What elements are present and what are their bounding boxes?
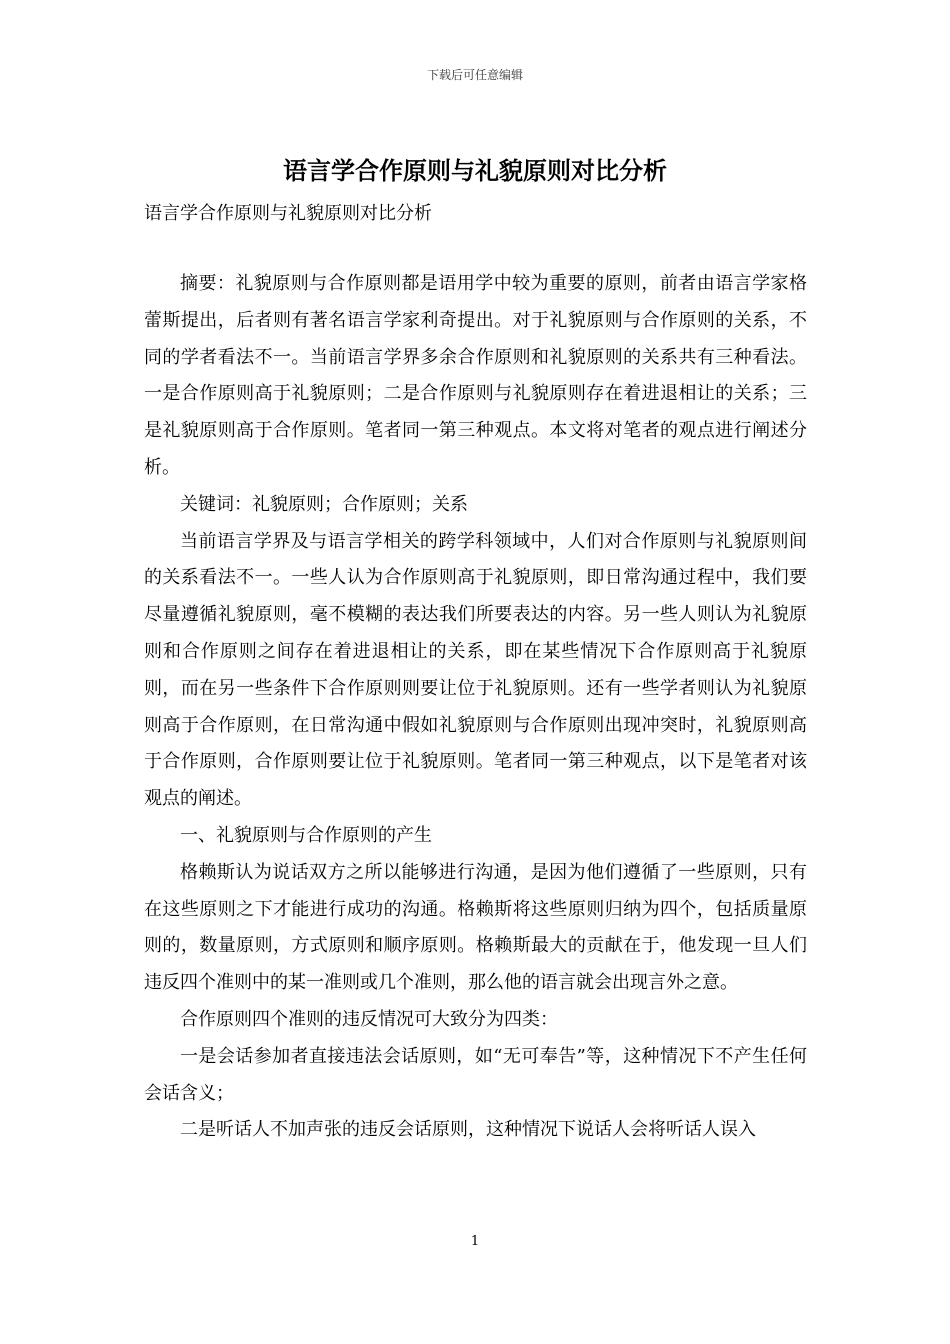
body-paragraph: 二是听话人不加声张的违反会话原则，这种情况下说话人会将听话人误入 <box>180 1119 756 1141</box>
body-paragraph: 合作原则四个准则的违反情况可大致分为四类： <box>180 1008 558 1030</box>
body-paragraph: 当前语言学界及与语言学相关的跨学科领域中，人们对合作原则与礼貌原则间的关系看法不一。一些人认为合作原则高于礼貌原则，即日常沟通过程中，我们要尽量遵循礼貌原则，毫不模糊的表达我们所要表达的内容。另一些人则认为礼貌原则和合作原则之间存在着进退相让的关系，即在某些情况下合作原则高于礼貌原则，而在另一些条件下合作原则则要让位于礼貌原则。还有一些学者则认为礼貌原则高于合作原则，在日常沟通中假如礼貌原则与合作原则出现冲突时，礼貌原则高于合作原则，合作原则要让位于礼貌原则。笔者同一第三种观点，以下是笔者对该观点的阐述。 <box>144 530 807 810</box>
page-number: 1 <box>470 1234 480 1249</box>
body-paragraph: 格赖斯认为说话双方之所以能够进行沟通，是因为他们遵循了一些原则，只有在这些原则之下才能进行成功的沟通。格赖斯将这些原则归纳为四个，包括质量原则的，数量原则，方式原则和顺序原则。格赖斯最大的贡献在于，他发现一旦人们违反四个准则中的某一准则或几个准则，那么他的语言就会出现言外之意。 <box>144 861 807 994</box>
page-header-note: 下载后可任意编辑 <box>426 68 523 82</box>
section-heading: 一、礼貌原则与合作原则的产生 <box>180 824 432 846</box>
document-body <box>144 266 807 1149</box>
document-title: 语言学合作原则与礼貌原则对比分析 <box>283 156 667 185</box>
body-paragraph: 一是会话参加者直接违法会话原则，如“无可奉告”等，这种情况下不产生任何会话含义； <box>144 1045 807 1104</box>
document-subtitle: 语言学合作原则与礼貌原则对比分析 <box>144 203 432 224</box>
keywords-paragraph: 关键词：礼貌原则；合作原则；关系 <box>180 493 468 515</box>
abstract-paragraph: 摘要：礼貌原则与合作原则都是语用学中较为重要的原则，前者由语言学家格蕾斯提出，后者则有著名语言学家利奇提出。对于礼貌原则与合作原则的关系，不同的学者看法不一。当前语言学界多余合作原则和礼貌原则的关系共有三种看法。一是合作原则高于礼貌原则；二是合作原则与礼貌原则存在着进退相让的关系；三是礼貌原则高于合作原则。笔者同一第三种观点。本文将对笔者的观点进行阐述分析。 <box>144 273 807 478</box>
